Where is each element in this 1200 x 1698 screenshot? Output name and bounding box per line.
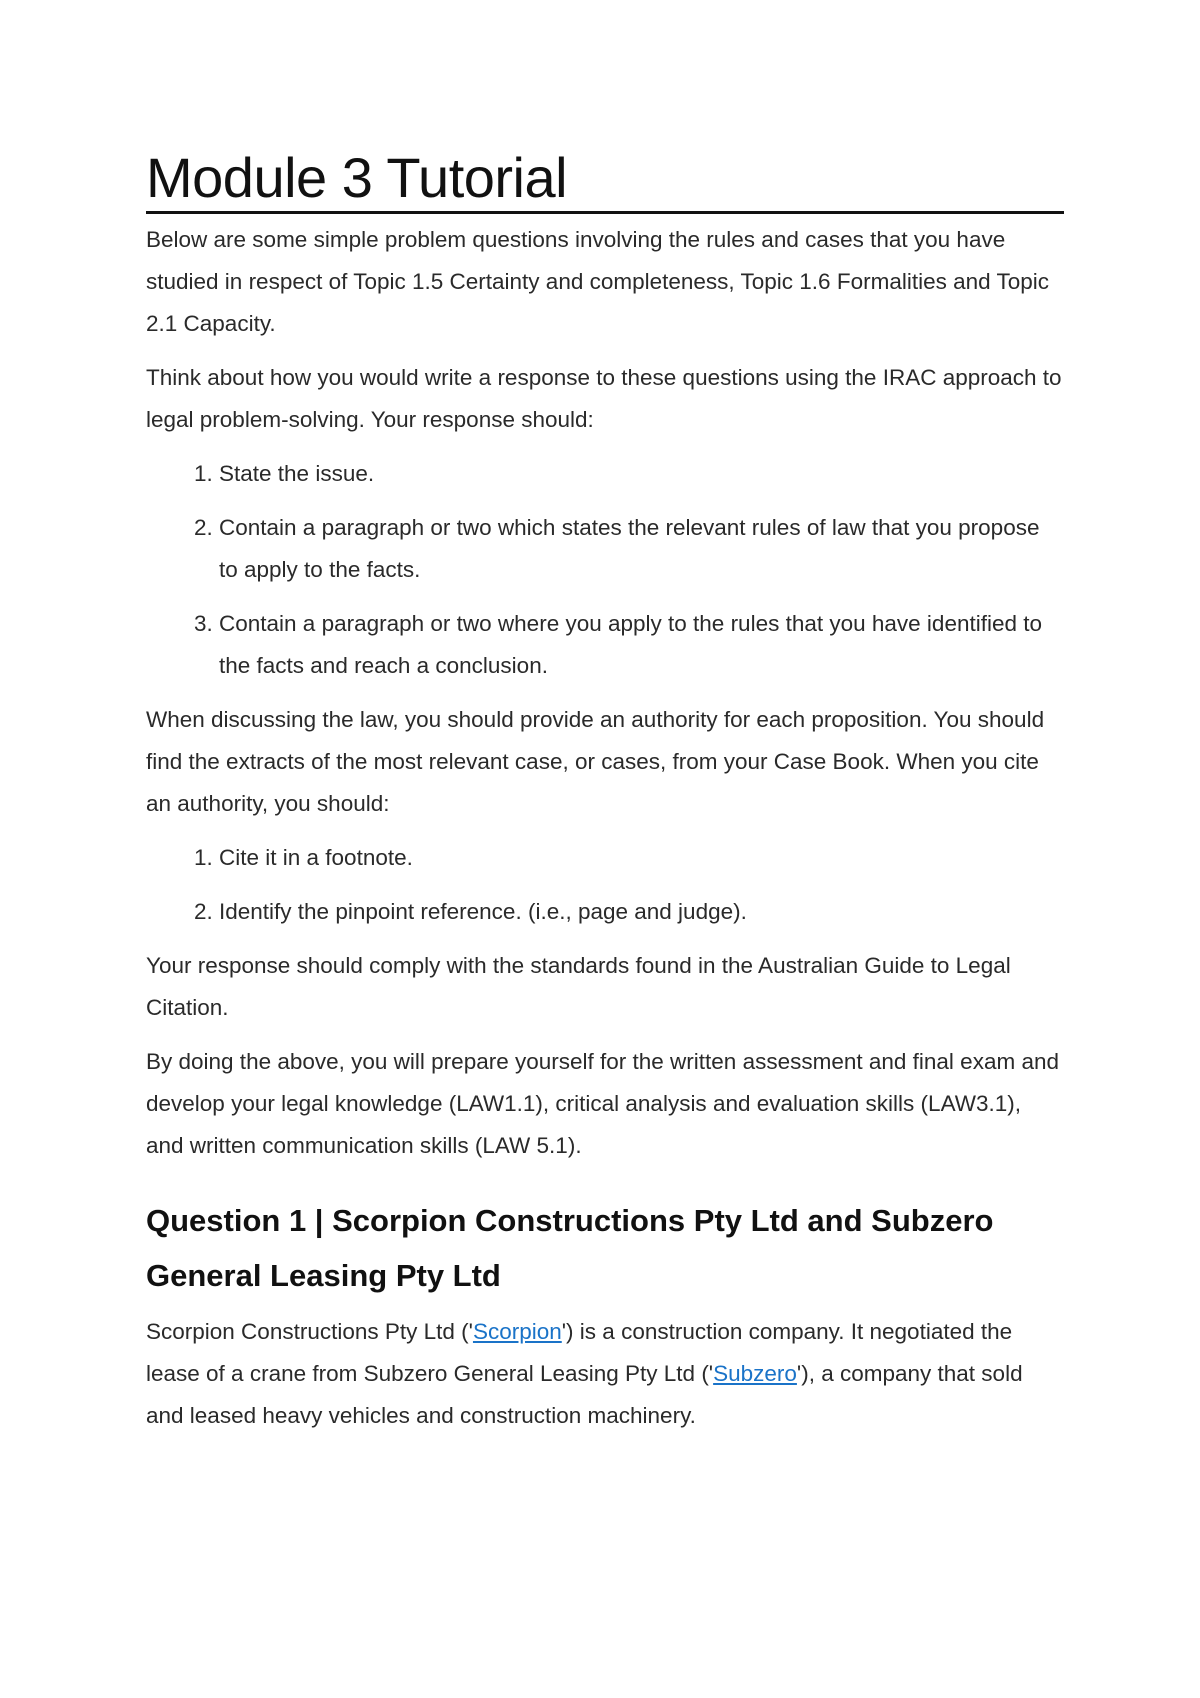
scorpion-link[interactable]: Scorpion	[472, 1319, 562, 1344]
list-item: 1. State the issue.	[219, 453, 1064, 495]
title-underline	[146, 211, 1064, 214]
intro-paragraph-4: Your response should comply with the standards found in the Australian Guide to Legal Citation.	[146, 953, 1011, 1020]
list-item: 1. Cite it in a footnote.	[219, 837, 1064, 879]
list-item: 2. Contain a paragraph or two which states the relevant rules of law that you propose to apply to the facts.	[219, 507, 1064, 591]
page-title: Module 3 Tutorial	[146, 146, 568, 209]
intro-paragraph-2: Think about how you would write a response to these questions using the IRAC approach to legal problem-solving. Your response should:	[146, 365, 1062, 432]
list-item: 3. Contain a paragraph or two where you apply to the rules that you have identified to the facts and reach a conclusion.	[219, 603, 1064, 687]
question-1-text-b: ') is a construction company. It negotiated the lease of a crane from Subzero General Leasing Pty Ltd ('	[146, 1319, 1013, 1386]
question-1-paragraph	[146, 1311, 1064, 1437]
question-1-heading: Question 1 | Scorpion Constructions Pty Ltd and Subzero General Leasing Pty Ltd	[146, 1203, 994, 1293]
citation-steps-list	[146, 837, 1064, 933]
list-item: 2. Identify the pinpoint reference. (i.e., page and judge).	[219, 891, 1064, 933]
subzero-link[interactable]: Subzero	[713, 1361, 797, 1386]
irac-steps-list	[146, 453, 1064, 687]
document-body	[146, 219, 1064, 1449]
intro-paragraph-1: Below are some simple problem questions involving the rules and cases that you have studied in respect of Topic 1.5 Certainty and completeness, Topic 1.6 Formalities and Topic 2.1 Capacity.	[146, 227, 1049, 336]
question-1-text-a: Scorpion Constructions Pty Ltd ('	[146, 1319, 473, 1344]
intro-paragraph-5: By doing the above, you will prepare yourself for the written assessment and final exam and develop your legal knowledge (LAW1.1), critical analysis and evaluation skills (LAW3.1), and written communication skills (LAW 5.1).	[146, 1049, 1059, 1158]
intro-paragraph-3: When discussing the law, you should provide an authority for each proposition. You should find the extracts of the most relevant case, or cases, from your Case Book. When you cite an authority, you should:	[146, 707, 1045, 816]
question-1-text-c: '), a company that sold and leased heavy vehicles and construction machinery.	[146, 1361, 1023, 1428]
